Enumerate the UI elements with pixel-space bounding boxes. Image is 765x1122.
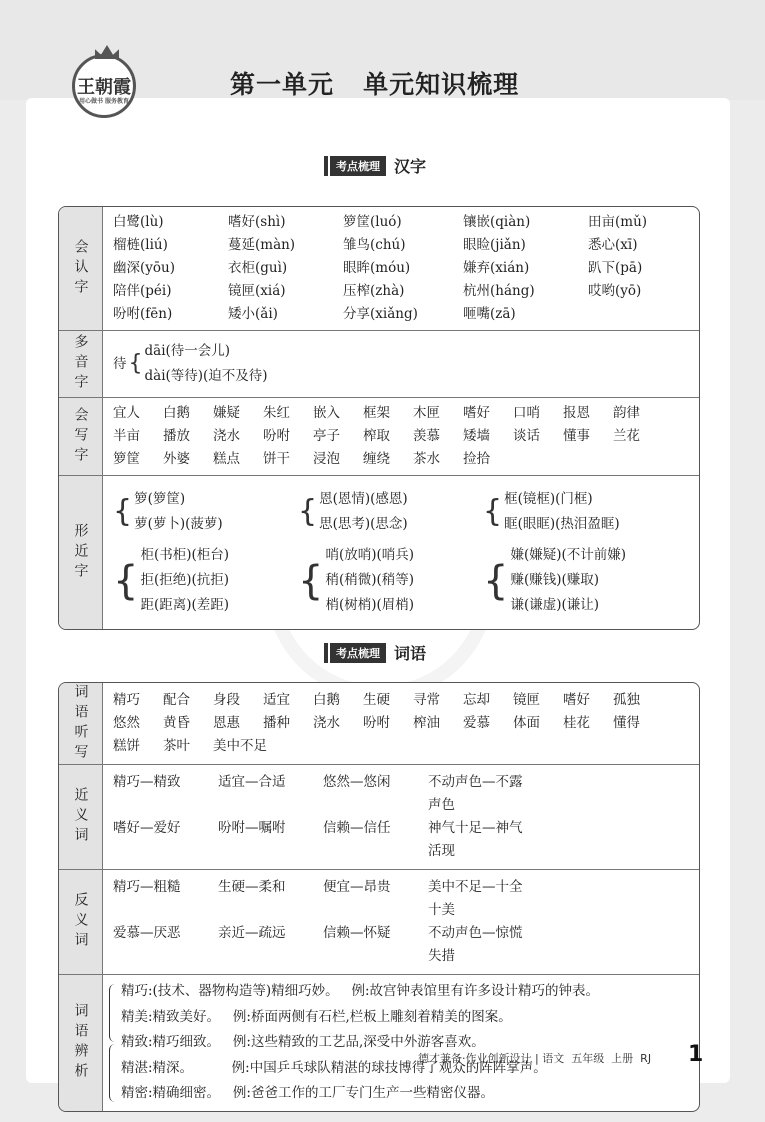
hui-xie-item: 框架	[363, 405, 390, 421]
hui-ren-item: 镶嵌(qiàn)	[463, 214, 531, 230]
ting-xie-item: 糕饼	[113, 738, 140, 754]
footer-text: 德才兼备·作业创新设计 | 语文 五年级 上册 RJ	[418, 1052, 652, 1065]
hui-xie-item: 浇水	[213, 428, 240, 444]
ting-xie-item: 精巧	[113, 692, 140, 708]
row-hui-xie	[59, 397, 699, 475]
row-jin-yi	[59, 764, 699, 869]
row-header-label: 词语听写	[72, 683, 89, 764]
hui-xie-item: 外婆	[163, 451, 190, 467]
hui-ren-item: 榴梿(liú)	[113, 237, 168, 253]
xing-jin-item: 赚(赚钱)(赚取)	[510, 572, 600, 588]
xing-jin-item: 思(思考)(思念)	[319, 516, 408, 532]
jin-yi-item: 信赖—信任	[323, 820, 391, 836]
hui-xie-item: 兰花	[613, 428, 640, 444]
ting-xie-item: 体面	[513, 715, 540, 731]
ting-xie-item: 孤独	[613, 692, 640, 708]
xing-jin-item: 嫌(嫌疑)(不计前嫌)	[510, 547, 627, 563]
hui-ren-item: 衣柜(guì)	[228, 260, 288, 276]
row-header-hui-ren	[59, 207, 103, 330]
row-body-jin-yi	[103, 765, 699, 869]
hui-xie-item: 羡慕	[413, 428, 440, 444]
hui-xie-item: 缠绕	[363, 451, 390, 467]
jin-yi-item: 不动声色—不露声色	[428, 774, 523, 813]
bian-xi-line: 精密:精确细密。 例:爸爸工作的工厂专门生产一些精密仪器。	[121, 1085, 494, 1101]
duo-yin-char: 待	[113, 355, 127, 372]
row-header-xing-jin	[59, 476, 103, 629]
ting-xie-item: 镜匣	[513, 692, 540, 708]
ciyu-table	[58, 682, 700, 1112]
row-header-jin-yi	[59, 765, 103, 869]
brace-icon: {	[128, 351, 143, 376]
section-title: 汉字	[394, 157, 427, 176]
xing-jin-group	[298, 487, 483, 537]
ting-xie-item: 爱慕	[463, 715, 490, 731]
jin-yi-item: 神气十足—神气活现	[428, 820, 523, 859]
row-header-fan-yi	[59, 870, 103, 974]
row-header-duo-yin	[59, 331, 103, 397]
jin-yi-item: 吩咐—嘱咐	[218, 820, 286, 836]
xing-jin-item: 梢(树梢)(眉梢)	[325, 597, 415, 613]
hui-ren-item: 眼睑(jiǎn)	[463, 237, 526, 253]
xing-jin-items	[138, 543, 229, 618]
row-ting-xie	[59, 683, 699, 764]
hui-ren-item: 嗜好(shì)	[228, 214, 286, 230]
row-body-fan-yi	[103, 870, 699, 974]
section-tag: 考点梳理	[330, 643, 386, 663]
jin-yi-item: 悠然—悠闲	[323, 774, 391, 790]
row-body-hui-xie	[103, 398, 699, 475]
row-hui-ren	[59, 207, 699, 330]
xing-jin-item: 柜(书柜)(柜台)	[140, 547, 230, 563]
bian-xi-line: 精致:精巧细致。 例:这些精致的工艺品,深受中外游客喜欢。	[121, 1034, 485, 1050]
fan-yi-item: 精巧—粗糙	[113, 879, 181, 895]
hui-xie-item: 亭子	[313, 428, 340, 444]
row-header-label: 多音字	[72, 334, 89, 394]
ting-xie-item: 忘却	[463, 692, 490, 708]
page-number: 1	[688, 1042, 704, 1067]
brace-icon: {	[298, 494, 318, 529]
hui-xie-item: 木匣	[413, 405, 440, 421]
hui-ren-item: 吩咐(fēn)	[113, 306, 173, 322]
brace-icon: {	[483, 494, 503, 529]
row-xing-jin	[59, 475, 699, 629]
jin-yi-grid	[113, 771, 689, 863]
row-header-label: 反义词	[72, 892, 89, 952]
ting-xie-item: 吩咐	[363, 715, 390, 731]
xing-jin-items	[502, 487, 620, 537]
hui-xie-item: 白鹅	[163, 405, 190, 421]
bian-xi-line: 精美:精致美好。 例:桥面两侧有石栏,栏板上雕刻着精美的图案。	[121, 1008, 512, 1025]
ting-xie-item: 茶叶	[163, 738, 190, 754]
duo-yin-line: dài(等待)(迫不及待)	[144, 368, 268, 384]
xing-jin-item: 恩(恩情)(感恩)	[319, 491, 408, 507]
row-bian-xi	[59, 974, 699, 1111]
xing-jin-group	[483, 487, 668, 537]
hui-xie-item: 矮墙	[463, 428, 490, 444]
xing-jin-item: 哨(放哨)(哨兵)	[325, 547, 415, 563]
hui-ren-item: 镜匣(xiá)	[228, 283, 286, 299]
row-header-label: 近义词	[72, 787, 89, 847]
ting-xie-item: 生硬	[363, 692, 390, 708]
row-body-duo-yin	[103, 331, 699, 397]
hui-xie-item: 吩咐	[263, 428, 290, 444]
hui-ren-item: 咂嘴(zā)	[463, 306, 516, 322]
xing-jin-group	[113, 487, 298, 537]
xing-jin-items	[323, 543, 414, 618]
hui-xie-item: 懂事	[563, 428, 590, 444]
fan-yi-item: 爱慕—厌恶	[113, 925, 181, 941]
hui-xie-item: 报恩	[563, 405, 590, 421]
logo-subtext: 用心做书 服务教育	[78, 98, 130, 105]
xing-jin-grid	[113, 480, 689, 625]
hui-xie-item: 播放	[163, 428, 190, 444]
hui-xie-item: 浸泡	[313, 451, 340, 467]
fan-yi-item: 信赖—怀疑	[323, 925, 391, 941]
fan-yi-item: 不动声色—惊慌失措	[428, 925, 523, 964]
row-header-label: 词语辨析	[72, 1002, 89, 1083]
hui-xie-item: 半亩	[113, 428, 140, 444]
fan-yi-item: 美中不足—十全十美	[428, 879, 523, 918]
ting-xie-item: 嗜好	[563, 692, 590, 708]
section-tag: 考点梳理	[330, 156, 386, 176]
ting-xie-item: 黄昏	[163, 715, 190, 731]
hui-ren-grid	[113, 211, 700, 326]
xing-jin-item: 框(镜框)(门框)	[504, 491, 593, 507]
row-header-bian-xi	[59, 975, 103, 1111]
xing-jin-item: 眶(眼眶)(热泪盈眶)	[504, 516, 620, 532]
row-duo-yin	[59, 330, 699, 397]
hui-ren-item: 趴下(pā)	[588, 260, 643, 276]
xing-jin-item: 稍(稍微)(稍等)	[325, 572, 415, 588]
hui-ren-item: 分享(xiǎng)	[343, 306, 418, 322]
hui-xie-item: 口哨	[513, 405, 540, 421]
ting-xie-item: 悠然	[113, 715, 140, 731]
row-body-hui-ren	[103, 207, 700, 330]
ting-xie-item: 美中不足	[213, 738, 267, 754]
brace-icon: {	[483, 557, 509, 604]
bian-xi-line: 精湛:精深。 例:中国乒乓球队精湛的球技博得了观众的阵阵掌声。	[121, 1059, 547, 1076]
ting-xie-item: 身段	[213, 692, 240, 708]
row-header-label: 会认字	[72, 238, 89, 299]
jin-yi-item: 精巧—精致	[113, 774, 181, 790]
hui-ren-item: 蔓延(màn)	[228, 237, 296, 253]
hui-xie-item: 朱红	[263, 405, 290, 421]
row-header-ting-xie	[59, 683, 103, 764]
hui-ren-item: 哎哟(yō)	[588, 283, 642, 299]
row-header-hui-xie	[59, 398, 103, 475]
hui-ren-item: 嫌弃(xián)	[463, 260, 530, 276]
xing-jin-group	[298, 543, 483, 618]
fan-yi-grid	[113, 876, 689, 968]
ting-xie-item: 白鹅	[313, 692, 340, 708]
xing-jin-item: 萝(萝卜)(菠萝)	[134, 516, 223, 532]
hui-xie-grid	[113, 402, 689, 471]
section-title: 词语	[394, 644, 427, 663]
hui-xie-item: 捡拾	[463, 451, 490, 467]
xing-jin-item: 距(距离)(差距)	[140, 597, 230, 613]
xing-jin-group	[483, 543, 668, 618]
bian-xi-lines	[121, 979, 599, 1107]
hanzi-table	[58, 206, 700, 630]
hui-xie-item: 嗜好	[463, 405, 490, 421]
xing-jin-items	[132, 487, 223, 537]
hui-xie-item: 箩筐	[113, 451, 140, 467]
hui-xie-item: 榨取	[363, 428, 390, 444]
ting-xie-item: 适宜	[263, 692, 290, 708]
jin-yi-item: 适宜—合适	[218, 774, 286, 790]
row-header-label: 形近字	[72, 522, 89, 583]
ting-xie-item: 恩惠	[213, 715, 240, 731]
fan-yi-item: 亲近—疏远	[218, 925, 286, 941]
hui-ren-item: 眼眸(móu)	[343, 260, 411, 276]
hui-xie-item: 糕点	[213, 451, 240, 467]
hui-ren-item: 压榨(zhà)	[343, 283, 405, 299]
row-body-bian-xi	[103, 975, 699, 1111]
hui-xie-item: 宜人	[113, 405, 140, 421]
section-header-ciyu	[330, 641, 426, 664]
hui-ren-item: 杭州(háng)	[463, 283, 535, 299]
duo-yin-lines	[143, 339, 268, 389]
page-title: 第一单元 单元知识梳理	[230, 70, 520, 99]
ting-xie-item: 桂花	[563, 715, 590, 731]
duo-yin-line: dāi(待一会儿)	[144, 343, 231, 359]
row-body-xing-jin	[103, 476, 699, 629]
ting-xie-item: 寻常	[413, 692, 440, 708]
hui-ren-item: 田亩(mǔ)	[588, 214, 648, 230]
ting-xie-item: 懂得	[613, 715, 640, 731]
ting-xie-item: 配合	[163, 692, 190, 708]
fan-yi-item: 生硬—柔和	[218, 879, 286, 895]
ting-xie-item: 榨油	[413, 715, 440, 731]
hui-xie-item: 韵律	[613, 405, 640, 421]
brace-icon: {	[113, 494, 133, 529]
brace-icon: {	[298, 557, 324, 604]
fan-yi-item: 便宜—昂贵	[323, 879, 391, 895]
jin-yi-item: 嗜好—爱好	[113, 820, 181, 836]
hui-xie-item: 嵌入	[313, 405, 340, 421]
hui-ren-item: 悉心(xī)	[588, 237, 638, 253]
ting-xie-grid	[113, 689, 689, 758]
hui-xie-item: 茶水	[413, 451, 440, 467]
row-fan-yi	[59, 869, 699, 974]
bian-xi-wrap	[109, 979, 689, 1107]
ting-xie-item: 播种	[263, 715, 290, 731]
hui-ren-item: 矮小(ǎi)	[228, 306, 278, 322]
row-header-label: 会写字	[72, 406, 89, 467]
hui-ren-item: 陪伴(péi)	[113, 283, 172, 299]
xing-jin-item: 谦(谦虚)(谦让)	[510, 597, 600, 613]
hui-ren-item: 白鹭(lù)	[113, 214, 164, 230]
brace-icon: {	[113, 557, 139, 604]
xing-jin-group	[113, 543, 298, 618]
xing-jin-item: 拒(拒绝)(抗拒)	[140, 572, 230, 588]
xing-jin-items	[317, 487, 408, 537]
hui-xie-item: 嫌疑	[213, 405, 240, 421]
hui-ren-item: 幽深(yōu)	[113, 260, 175, 276]
xing-jin-item: 箩(箩筐)	[134, 491, 186, 507]
hui-xie-item: 谈话	[513, 428, 540, 444]
duo-yin-entry	[113, 335, 689, 393]
logo-text: 王朝霞	[77, 77, 131, 98]
publisher-logo	[72, 54, 136, 118]
bracket-icon	[109, 979, 117, 1107]
ting-xie-item: 浇水	[313, 715, 340, 731]
hui-xie-item: 饼干	[263, 451, 290, 467]
xing-jin-items	[508, 543, 626, 618]
bian-xi-line: 精巧:(技术、器物构造等)精细巧妙。 例:故宫钟表馆里有许多设计精巧的钟表。	[121, 983, 600, 999]
row-body-ting-xie	[103, 683, 699, 764]
section-header-hanzi	[330, 154, 426, 177]
hui-ren-item: 雏鸟(chú)	[343, 237, 406, 253]
hui-ren-item: 箩筐(luó)	[343, 214, 402, 230]
